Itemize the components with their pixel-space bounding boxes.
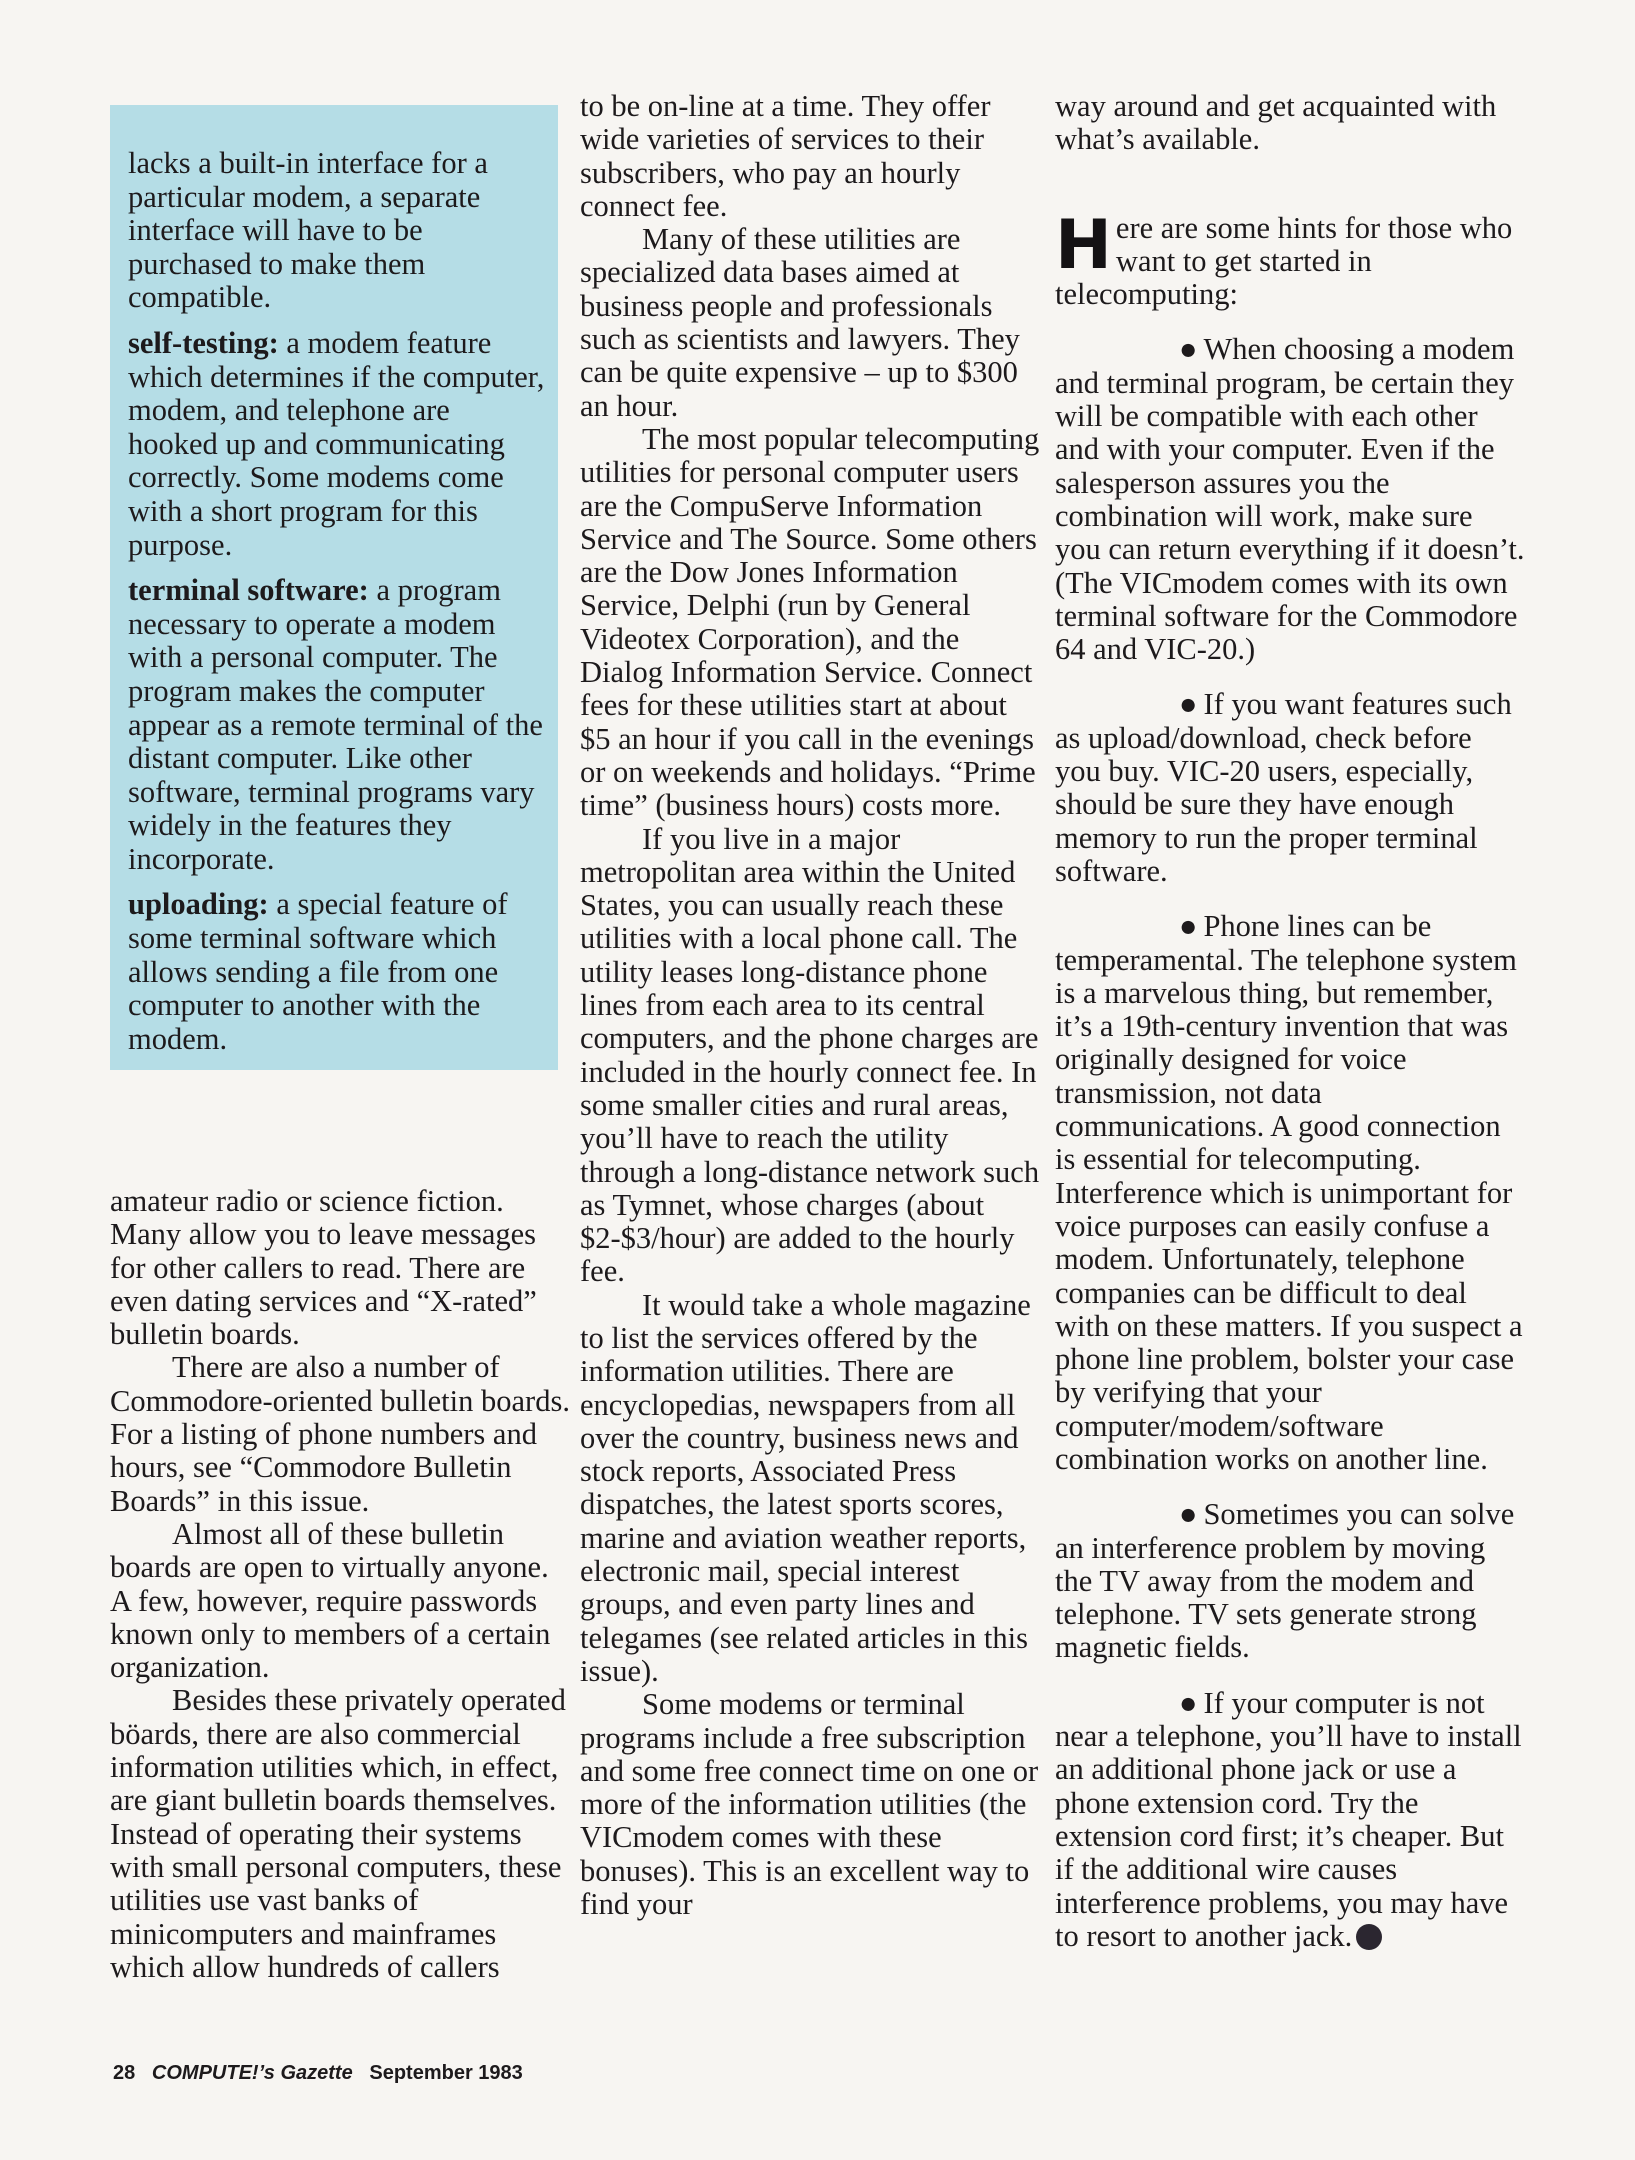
hint-item	[1055, 333, 1525, 666]
paragraph: The most popular telecomputing utilities for personal computer users are the CompuServe Information Service and The Source. Some others are the Dow Jones Information Service, Delphi (run by General Videotex Corporation), and the Dialog Information Service. Connect fees for these utilities start at about $5 an hour if you call in the evenings or on weekends and holidays. “Prime time” (business hours) costs more.	[580, 421, 1040, 823]
glossary-term: uploading:	[128, 887, 269, 922]
page-number: 28	[113, 2062, 136, 2084]
glossary-definition: a special feature of some terminal software which allows sending a file from one computer to another with the modem.	[128, 887, 508, 1056]
hints-intro-text: ere are some hints for those who want to get started in telecomputing:	[1055, 210, 1513, 312]
paragraph: to be on-line at a time. They offer wide varieties of services to their subscribers, who pay an hourly connect fee.	[580, 89, 991, 223]
glossary-entry-terminal-software	[128, 574, 546, 876]
paragraph: amateur radio or science fiction. Many allow you to leave messages for other callers to read. There are even dating services and “X-rated” bulletin boards.	[110, 1184, 537, 1352]
bullet-icon: ●	[1179, 687, 1198, 722]
hint-text: Phone lines can be temperamental. The telephone system is a marvelous thing, but remember, it’s a 19th-century invention that was originally designed for voice transmission, not data communications. A good connection is essential for telecomputing. Interference which is unimportant for voice purposes can easily confuse a modem. Unfortunately, telephone companies can be difficult to deal with on these matters. If you suspect a phone line problem, bolster your case by verifying that your computer/modem/software combination works on another line.	[1055, 909, 1523, 1476]
bullet-icon: ●	[1179, 909, 1198, 944]
hints-intro	[1055, 205, 1525, 312]
hint-item	[1055, 910, 1525, 1476]
column-middle	[580, 90, 1040, 1921]
glossary-definition: a modem feature which determines if the computer, modem, and telephone are hooked up and communicating correctly. Some modems come with a short program for this purpose.	[128, 325, 545, 562]
bullet-icon: ●	[1179, 332, 1198, 367]
paragraph: If you live in a major metropolitan area within the United States, you can usually reach these utilities with a local phone call. The utility leases long-distance phone lines from each area to its central computers, and the phone charges are included in the hourly connect fee. In some smaller cities and rural areas, you’ll have to reach the utility through a long-distance network such as Tymnet, whose charges (about $2-$3/hour) are added to the hourly fee.	[580, 821, 1040, 1289]
glossary-term: terminal software:	[128, 573, 369, 608]
drop-cap: H	[1055, 205, 1112, 285]
hint-item	[1055, 1498, 1525, 1664]
paragraph: way around and get acquainted with what’s available.	[1055, 89, 1497, 157]
hint-text: If your computer is not near a telephone, you’ll have to install an additional phone jack or use a phone extension cord. Try the extension cord first; it’s cheaper. But if the additional wire causes interference problems, you may have to resort to another jack.	[1055, 1685, 1522, 1953]
glossary-sidebar	[110, 105, 558, 1070]
paragraph: It would take a whole magazine to list the services offered by the information utilities. There are encyclopedias, newspapers from all over the country, business news and stock reports, Associated Press dispatches, the latest sports scores, marine and aviation weather reports, electronic mail, special interest groups, and even party lines and telegames (see related articles in this issue).	[580, 1287, 1031, 1688]
paragraph: There are also a number of Commodore-oriented bulletin boards. For a listing of phone numbers and hours, see “Commodore Bulletin Boards” in this issue.	[110, 1350, 570, 1518]
glossary-term: self-testing:	[128, 325, 279, 360]
glossary-entry-self-testing	[128, 327, 546, 562]
hint-text: If you want features such as upload/download, check before you buy. VIC-20 users, especially, should be sure they have enough memory to run the proper terminal software.	[1055, 687, 1512, 888]
magazine-title: COMPUTE!’s Gazette	[151, 2062, 353, 2084]
hint-text: Sometimes you can solve an interference problem by moving the TV away from the modem and telephone. TV sets generate strong magnetic fields.	[1055, 1497, 1515, 1665]
column-left	[110, 1185, 570, 1984]
glossary-entry-uploading	[128, 888, 546, 1056]
paragraph: Some modems or terminal programs include a free subscription and some free connect time on one or more of the information utilities (the VICmodem comes with these bonuses). This is an excellent way to find your	[580, 1687, 1039, 1922]
bullet-icon: ●	[1179, 1685, 1198, 1720]
hint-item	[1055, 1687, 1525, 1953]
paragraph: Besides these privately operated böards, there are also commercial information utilities which, in effect, are giant bulletin boards themselves. Instead of operating their systems with small personal computers, these utilities use vast banks of minicomputers and mainframes which allow hundreds of callers	[110, 1683, 566, 1984]
glossary-continuation: lacks a built-in interface for a particular modem, a separate interface will have to be purchased to make them compatible.	[128, 146, 488, 315]
glossary-definition: a program necessary to operate a modem with a personal computer. The program makes the computer appear as a remote terminal of the distant computer. Like other software, terminal programs vary widely in the features they incorporate.	[128, 573, 543, 876]
issue-date: September 1983	[369, 2062, 523, 2084]
hint-text: When choosing a modem and terminal program, be certain they will be compatible with each other and with your computer. Even if the salesperson assures you the combination will work, make sure you can return everything if it doesn’t. (The VICmodem comes with its own terminal software for the Commodore 64 and VIC-20.)	[1055, 332, 1525, 667]
bullet-icon: ●	[1179, 1497, 1198, 1532]
paragraph: Many of these utilities are specialized data bases aimed at business people and professionals such as scientists and lawyers. They can be quite expensive – up to $300 an hour.	[580, 222, 1020, 423]
page-footer	[113, 2062, 523, 2085]
end-of-article-icon	[1356, 1924, 1382, 1950]
hint-item	[1055, 688, 1525, 888]
paragraph: Almost all of these bulletin boards are open to virtually anyone. A few, however, require passwords known only to members of a certain organization.	[110, 1516, 551, 1685]
column-right	[1055, 90, 1525, 1953]
